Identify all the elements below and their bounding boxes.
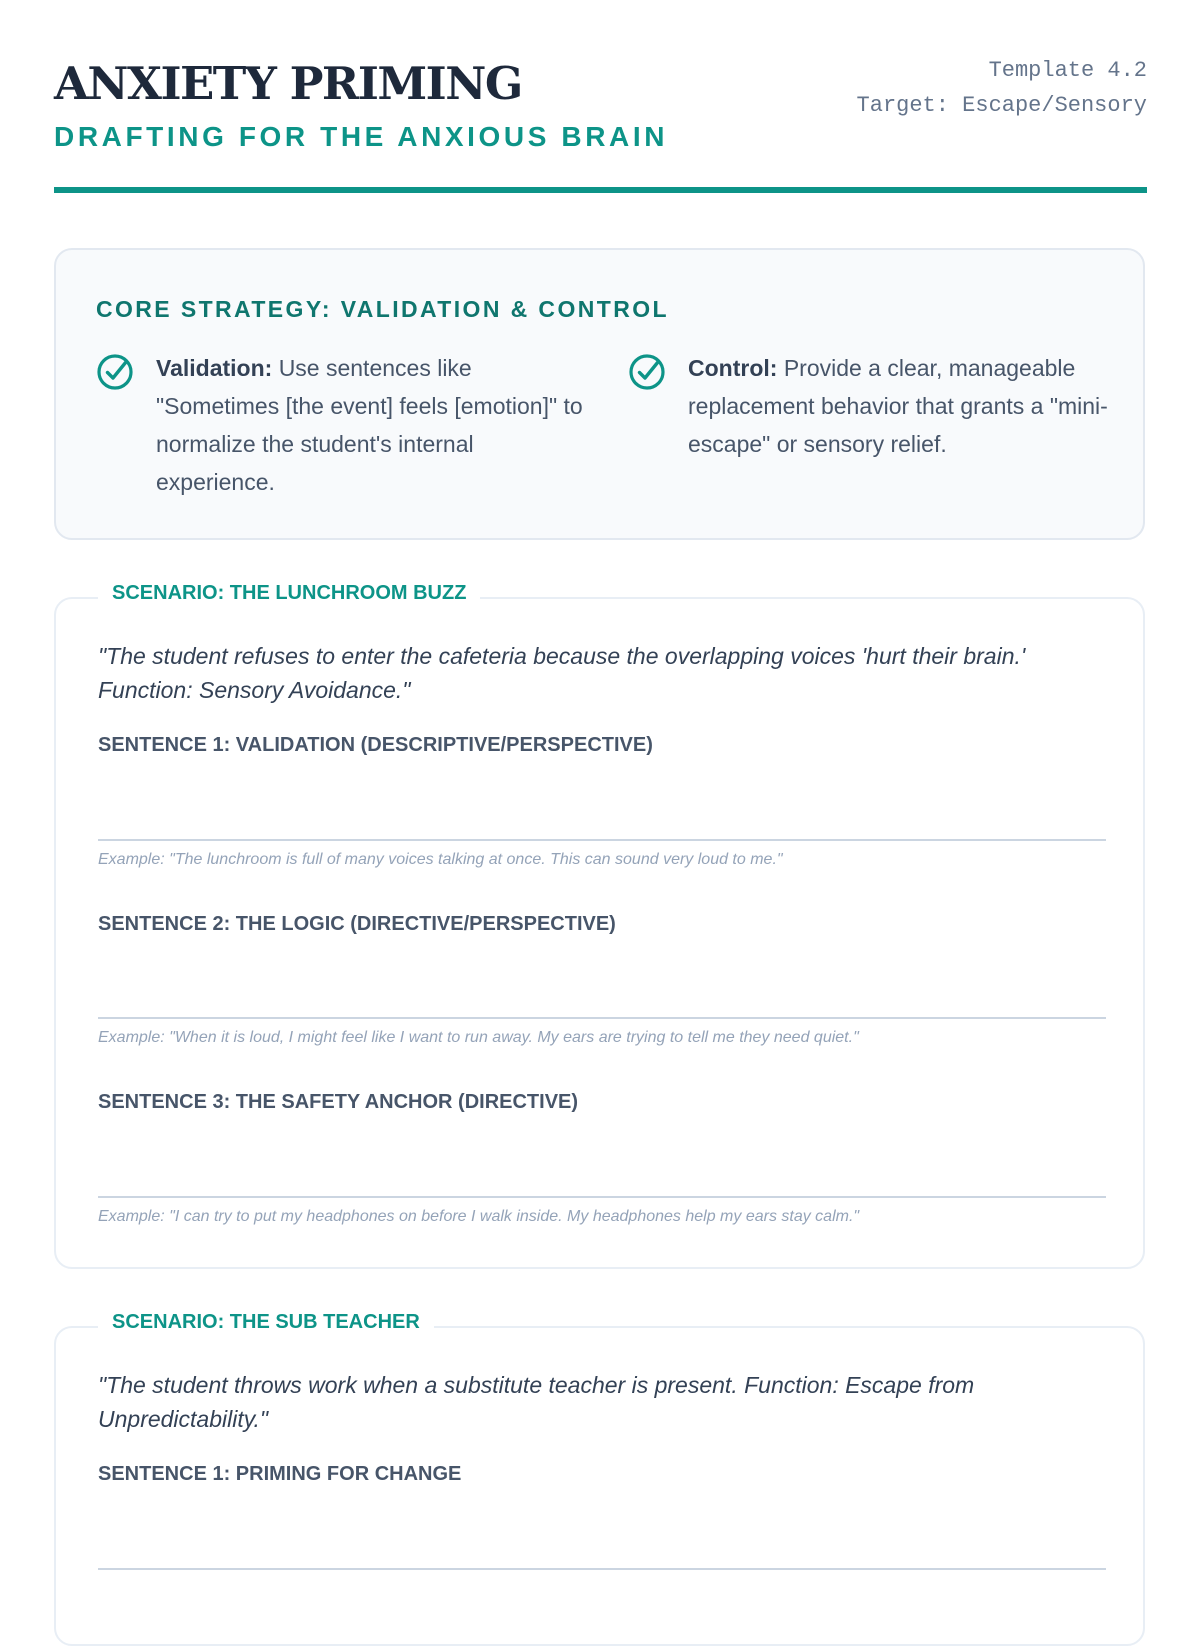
strategy-title: CORE STRATEGY: VALIDATION & CONTROL xyxy=(96,296,669,322)
sentence-example: Example: "The lunchroom is full of many voices talking at once. This can sound very loud to me." xyxy=(98,851,783,868)
worksheet-page xyxy=(54,0,1147,1485)
sentence-label: SENTENCE 1: VALIDATION (DESCRIPTIVE/PERSPECTIVE) xyxy=(98,734,653,756)
strategy-item-term: Validation: xyxy=(156,355,273,381)
scenario-label: SCENARIO: THE SUB TEACHER xyxy=(98,1306,434,1338)
sentence-label: SENTENCE 1: PRIMING FOR CHANGE xyxy=(98,1463,462,1485)
page-subtitle: DRAFTING FOR THE ANXIOUS BRAIN xyxy=(54,121,669,152)
strategy-item-text xyxy=(688,349,1118,463)
core-strategy-box xyxy=(54,248,1145,540)
sentence-label: SENTENCE 3: THE SAFETY ANCHOR (DIRECTIVE) xyxy=(98,1091,579,1113)
check-circle-icon xyxy=(628,353,666,391)
sentence-label: SENTENCE 2: THE LOGIC (DIRECTIVE/PERSPECTIVE) xyxy=(98,913,616,935)
scenario-card-lunchroom xyxy=(54,582,1145,1269)
check-circle-icon xyxy=(96,353,134,391)
sentence-example: Example: "I can try to put my headphones on before I walk inside. My headphones help my ears stay calm." xyxy=(98,1208,860,1225)
template-number: Template 4.2 xyxy=(988,58,1147,83)
strategy-item-description: Provide a clear, manageable replacement behavior that grants a "mini-escape" or sensory relief. xyxy=(688,355,1108,457)
template-meta xyxy=(857,53,1147,123)
scenario-prompt: "The student throws work when a substitute teacher is present. Function: Escape from Unpredictability." xyxy=(98,1372,975,1432)
sentence-2-answer-line[interactable] xyxy=(98,1017,1106,1019)
sentence-3-answer-line[interactable] xyxy=(98,1196,1106,1198)
sentence-example: Example: "When it is loud, I might feel like I want to run away. My ears are trying to tell me they need quiet." xyxy=(98,1029,859,1046)
scenario-prompt: "The student refuses to enter the cafeteria because the overlapping voices 'hurt their brain.' Function: Sensory Avoidance." xyxy=(98,643,1026,703)
sentence-1-answer-line[interactable] xyxy=(98,1568,1106,1570)
strategy-item-description: Use sentences like "Sometimes [the event] feels [emotion]" to normalize the student's internal experience. xyxy=(156,355,583,495)
sentence-1-answer-line[interactable] xyxy=(98,839,1106,841)
worksheet-header xyxy=(54,0,1147,194)
strategy-item-text xyxy=(156,349,586,501)
header-divider xyxy=(54,187,1147,193)
strategy-item-term: Control: xyxy=(688,355,778,381)
scenario-card-sub-teacher xyxy=(54,1311,1145,1646)
scenario-label: SCENARIO: THE LUNCHROOM BUZZ xyxy=(98,577,480,609)
template-target: Target: Escape/Sensory xyxy=(856,93,1147,118)
page-title: ANXIETY PRIMING xyxy=(54,57,522,110)
